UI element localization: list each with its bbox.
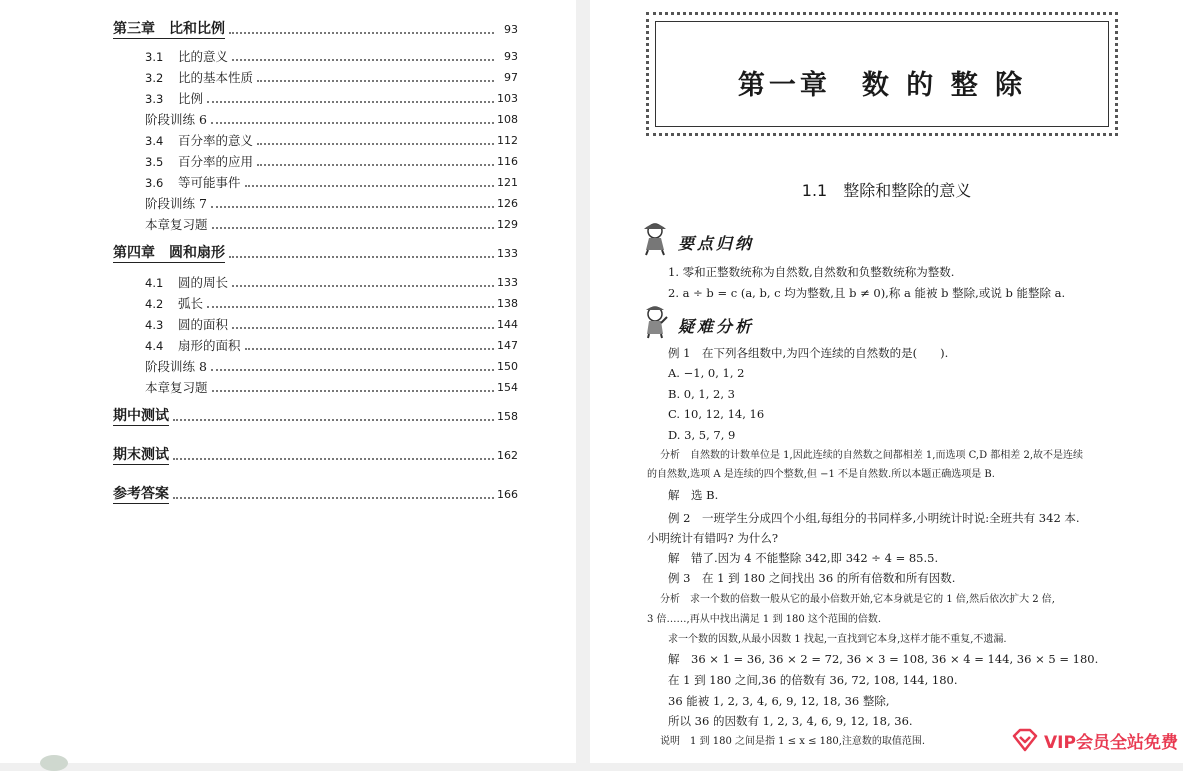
toc-chapter-entry [0, 407, 576, 427]
toc-entry-title: 阶段训练 6 [145, 112, 207, 127]
toc-entry-label [145, 336, 241, 356]
toc-page-number: 108 [497, 113, 518, 126]
toc-entry-title: 阶段训练 8 [145, 359, 207, 374]
toc-entry-number: 4.2 [145, 297, 164, 311]
toc-chapter-entry [0, 244, 576, 264]
toc-leader-dots [211, 369, 494, 371]
vip-diamond-icon [1012, 727, 1038, 753]
body-line: 2. a ÷ b = c (a, b, c 均为整数,且 b ≠ 0),称 a 能被 b 整除,或说 b 能整除 a. [668, 286, 1066, 300]
body-line: 所以 36 的因数有 1, 2, 3, 4, 6, 9, 12, 18, 36. [668, 714, 913, 728]
toc-section-entry [0, 378, 576, 398]
toc-entry-title: 扇形的面积 [178, 338, 241, 353]
toc-entry-label [145, 378, 208, 398]
toc-entry-number: 3.2 [145, 71, 164, 85]
toc-entry-title: 第三章 比和比例 [113, 21, 225, 37]
toc-entry-title: 阶段训练 7 [145, 196, 207, 211]
toc-page-number: 97 [504, 71, 518, 84]
toc-page-number: 116 [497, 155, 518, 168]
toc-entry-number: 4.1 [145, 276, 164, 290]
chapter-title: 第一章 数 的 整 除 [737, 70, 1027, 101]
toc-entry-label [113, 244, 225, 263]
toc-entry-number: 4.3 [145, 318, 164, 332]
chapter-page [590, 0, 1183, 763]
toc-leader-dots [245, 348, 494, 350]
toc-page-number: 162 [497, 449, 518, 462]
body-line: 例 3 在 1 到 180 之间找出 36 的所有倍数和所有因数. [668, 571, 956, 585]
toc-entry-number: 3.4 [145, 134, 164, 148]
toc-leader-dots [211, 122, 494, 124]
toc-section-entry [0, 47, 576, 67]
toc-section-entry [0, 336, 576, 356]
body-line: 分析 自然数的计数单位是 1,因此连续的自然数之间都相差 1,而选项 C,D 都相差 2,故不是连续 [660, 450, 1084, 461]
toc-leader-dots [229, 32, 494, 34]
toc-leader-dots [207, 306, 494, 308]
toc-entry-title: 本章复习题 [145, 217, 208, 232]
body-line: 在 1 到 180 之间,36 的倍数有 36, 72, 108, 144, 180. [668, 673, 958, 687]
toc-entry-title: 等可能事件 [178, 175, 241, 190]
toc-entry-label [113, 407, 169, 426]
body-line: 小明统计有错吗? 为什么? [647, 531, 778, 545]
body-line: 说明 1 到 180 之间是指 1 ≤ x ≤ 180,注意数的取值范围. [660, 736, 926, 747]
toc-leader-dots [257, 143, 494, 145]
body-line: 分析 求一个数的倍数一般从它的最小倍数开始,它本身就是它的 1 倍,然后依次扩大 2 倍, [660, 594, 1055, 605]
toc-entry-label [145, 357, 207, 377]
toc-page-number: 166 [497, 488, 518, 501]
toc-entry-number: 3.5 [145, 155, 164, 169]
toc-leader-dots [207, 101, 494, 103]
toc-page-number: 158 [497, 410, 518, 423]
body-line: 36 能被 1, 2, 3, 4, 6, 9, 12, 18, 36 整除, [668, 694, 890, 708]
toc-entry-label [145, 68, 253, 88]
toc-page-number: 144 [497, 318, 518, 331]
body-line: B. 0, 1, 2, 3 [668, 387, 735, 401]
toc-entry-number: 3.1 [145, 50, 164, 64]
toc-entry-label [145, 315, 228, 335]
toc-entry-title: 期末测试 [113, 447, 169, 463]
toc-page-number: 93 [504, 50, 518, 63]
body-line: D. 3, 5, 7, 9 [668, 428, 736, 442]
toc-page-number: 93 [504, 23, 518, 36]
toc-entry-label [145, 273, 228, 293]
heading-difficult-analysis: 疑难分析 [678, 317, 755, 336]
toc-entry-title: 第四章 圆和扇形 [113, 245, 225, 261]
toc-entry-title: 百分率的应用 [178, 154, 254, 169]
page-number-badge [40, 755, 68, 771]
toc-page-number: 147 [497, 339, 518, 352]
body-line: 解 36 × 1 = 36, 36 × 2 = 72, 36 × 3 = 108, 36 × 4 = 144, 36 × 5 = 180. [668, 652, 1099, 666]
toc-section-entry [0, 315, 576, 335]
toc-section-entry [0, 273, 576, 293]
body-line: A. −1, 0, 1, 2 [668, 366, 745, 380]
body-line: C. 10, 12, 14, 16 [668, 407, 765, 421]
toc-entry-title: 比的意义 [178, 49, 229, 64]
toc-entry-label [145, 294, 203, 314]
body-line: 例 2 一班学生分成四个小组,每组分的书同样多,小明统计时说:全班共有 342 本. [668, 511, 1080, 525]
toc-entry-label [113, 446, 169, 465]
body-line: 例 1 在下列各组数中,为四个连续的自然数的是( ). [668, 346, 949, 360]
toc-page-number: 121 [497, 176, 518, 189]
toc-entry-title: 百分率的意义 [178, 133, 254, 148]
toc-page-number: 150 [497, 360, 518, 373]
toc-page-number: 154 [497, 381, 518, 394]
toc-page-number: 129 [497, 218, 518, 231]
toc-leader-dots [173, 419, 494, 421]
toc-leader-dots [173, 497, 494, 499]
toc-page-number: 126 [497, 197, 518, 210]
toc-page-number: 133 [497, 247, 518, 260]
toc-leader-dots [245, 185, 494, 187]
toc-leader-dots [212, 227, 494, 229]
toc-chapter-entry [0, 485, 576, 505]
toc-section-entry [0, 68, 576, 88]
toc-leader-dots [257, 164, 494, 166]
toc-section-entry [0, 131, 576, 151]
toc-section-entry [0, 89, 576, 109]
mascot-thinking-icon [640, 305, 670, 339]
body-line: 解 错了.因为 4 不能整除 342,即 342 ÷ 4 = 85.5. [668, 551, 939, 565]
toc-entry-label [145, 131, 253, 151]
toc-leader-dots [232, 327, 494, 329]
section-title: 1.1 整除和整除的意义 [801, 181, 972, 200]
toc-entry-label [145, 47, 228, 67]
toc-entry-title: 参考答案 [113, 486, 169, 502]
toc-section-entry [0, 215, 576, 235]
toc-page [0, 0, 576, 763]
body-line: 的自然数,选项 A 是连续的四个整数,但 −1 不是自然数.所以本题正确选项是 B. [647, 469, 995, 480]
body-line: 求一个数的因数,从最小因数 1 找起,一直找到它本身,这样才能不重复,不遗漏. [668, 634, 1007, 645]
heading-key-points: 要点归纳 [678, 234, 755, 253]
toc-page-number: 112 [497, 134, 518, 147]
toc-section-entry [0, 294, 576, 314]
mascot-icon [640, 222, 670, 256]
toc-entry-title: 本章复习题 [145, 380, 208, 395]
toc-entry-label [113, 485, 169, 504]
vip-text: VIP会员全站免费 [1044, 732, 1178, 753]
toc-entry-title: 圆的面积 [178, 317, 229, 332]
toc-chapter-entry [0, 20, 576, 40]
toc-entry-title: 期中测试 [113, 408, 169, 424]
toc-section-entry [0, 110, 576, 130]
toc-entry-label [145, 110, 207, 130]
toc-entry-title: 圆的周长 [178, 275, 229, 290]
toc-entry-title: 比的基本性质 [178, 70, 254, 85]
toc-page-number: 138 [497, 297, 518, 310]
toc-entry-number: 3.6 [145, 176, 164, 190]
toc-entry-label [145, 173, 241, 193]
toc-section-entry [0, 152, 576, 172]
toc-entry-label [145, 215, 208, 235]
toc-leader-dots [212, 390, 494, 392]
toc-entry-label [113, 20, 225, 39]
toc-leader-dots [232, 285, 494, 287]
toc-entry-number: 3.3 [145, 92, 164, 106]
toc-leader-dots [257, 80, 494, 82]
toc-section-entry [0, 173, 576, 193]
toc-leader-dots [232, 59, 494, 61]
chapter-banner [646, 12, 1118, 136]
toc-section-entry [0, 194, 576, 214]
toc-entry-title: 弧长 [178, 296, 204, 311]
toc-chapter-entry [0, 446, 576, 466]
toc-entry-label [145, 152, 253, 172]
body-line: 3 倍……,再从中找出满足 1 到 180 这个范围的倍数. [647, 614, 882, 625]
toc-leader-dots [211, 206, 494, 208]
toc-entry-label [145, 89, 203, 109]
toc-leader-dots [173, 458, 494, 460]
toc-entry-title: 比例 [178, 91, 204, 106]
toc-leader-dots [229, 256, 494, 258]
toc-entry-number: 4.4 [145, 339, 164, 353]
toc-entry-label [145, 194, 207, 214]
body-line: 解 选 B. [668, 488, 719, 502]
toc-page-number: 133 [497, 276, 518, 289]
toc-page-number: 103 [497, 92, 518, 105]
vip-watermark [1012, 722, 1178, 758]
toc-section-entry [0, 357, 576, 377]
body-line: 1. 零和正整数统称为自然数,自然数和负整数统称为整数. [668, 265, 955, 279]
